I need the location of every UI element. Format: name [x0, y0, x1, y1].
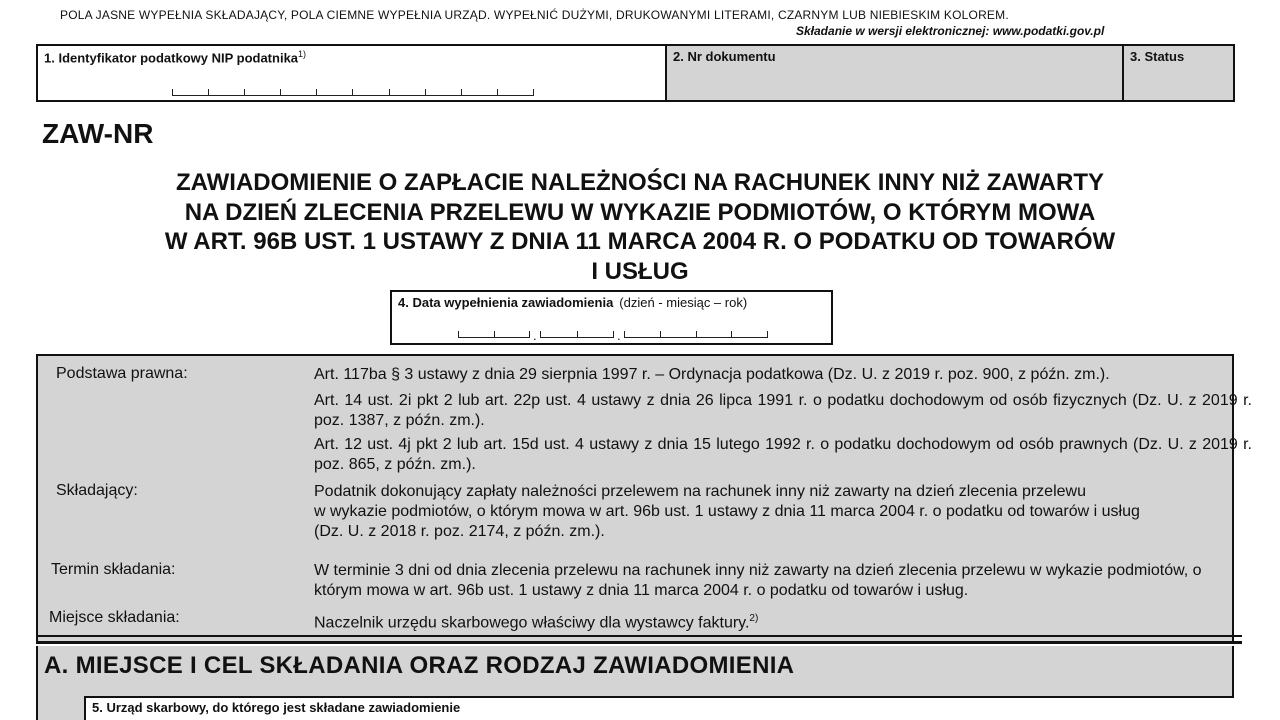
month-boxes[interactable] [540, 330, 614, 338]
nip-character-boxes[interactable] [172, 88, 534, 96]
day-boxes[interactable] [458, 330, 530, 338]
divider [36, 641, 1242, 644]
divider [36, 635, 1242, 637]
fill-date-field[interactable] [390, 290, 833, 345]
deadline-label: Termin składania: [51, 561, 176, 578]
status-field [1122, 44, 1235, 102]
document-number-label: 2. Nr dokumentu [673, 49, 776, 64]
legal-basis-3: Art. 12 ust. 4j pkt 2 lub art. 15d ust. 4 ustawy z dnia 15 lutego 1992 r. o podatku dochodowym od osób prawnych (Dz. U. z 2019 r. poz. 865, z późn. zm.). [314, 436, 1252, 473]
tax-office-label: 5. Urząd skarbowy, do którego jest składane zawiadomienie [92, 700, 461, 715]
legal-basis-1: Art. 117ba § 3 ustawy z dnia 29 sierpnia 1997 r. – Ordynacja podatkowa (Dz. U. z 2019 r. poz. 900, z późn. zm.). [314, 366, 1110, 383]
status-label: 3. Status [1130, 49, 1185, 64]
date-separator: . [617, 328, 621, 343]
deadline-text: W terminie 3 dni od dnia zlecenia przelewu na rachunek inny niż zawarty na dzień zlecenia przelewu w wykazie podmiotów, o którym mowa w art. 96b ust. 1 ustawy z dnia 11 marca 2004 r. o podatku od towarów i usług. [314, 562, 1202, 599]
filer-text: Podatnik dokonujący zapłaty należności przelewem na rachunek inny niż zawarty na dzień zlecenia przelewu w wykazie podmiotów, o którym mowa w art. 96b ust. 1 ustawy z dnia 11 marca 2004 r. o podatku od towarów i usług (Dz. U. z 2018 r. poz. 2174, z późn. zm.). [314, 483, 1140, 540]
place-footnote: 2) [749, 613, 759, 624]
nip-field[interactable] [36, 44, 667, 102]
place-label: Miejsce składania: [49, 609, 180, 626]
form-title-line: ZAWIADOMIENIE O ZAPŁACIE NALEŻNOŚCI NA RACHUNEK INNY NIŻ ZAWARTY [175, 169, 1104, 196]
form-title-line: I USŁUG [591, 257, 689, 285]
year-boxes[interactable] [624, 330, 768, 338]
legal-basis-2: Art. 14 ust. 2i pkt 2 lub art. 22p ust. 4 ustawy z dnia 26 lipca 1991 r. o podatku dochodowym od osób fizycznych (Dz. U. z 2019 r. poz. 1387, z późn. zm.). [314, 392, 1252, 429]
legal-basis-label: Podstawa prawna: [56, 365, 188, 382]
filer-label: Składający: [56, 482, 138, 499]
fill-date-hint: (dzień - miesiąc – rok) [619, 295, 748, 310]
form-instruction: POLA JASNE WYPEŁNIA SKŁADAJĄCY, POLA CIEMNE WYPEŁNIA URZĄD. WYPEŁNIĆ DUŻYMI, DRUKOWANYMI LITERAMI, CZARNYM LUB NIEBIESKIM KOLOREM. [60, 8, 1009, 22]
form-title [60, 168, 1220, 286]
nip-footnote: 1) [298, 49, 307, 59]
fill-date-label: 4. Data wypełnienia zawiadomienia (dzień - miesiąc – rok) [398, 295, 748, 310]
place-text: Naczelnik urzędu skarbowego właściwy dla wystawcy faktury.$^{2)}$ [314, 613, 759, 632]
electronic-filing-note: Składanie w wersji elektronicznej: www.podatki.gov.pl [796, 24, 1105, 38]
date-separator: . [533, 328, 537, 343]
document-number-field [665, 44, 1124, 102]
section-a [36, 646, 1234, 720]
legal-info-panel [36, 354, 1252, 644]
nip-field-label: 1. Identyfikator podatkowy NIP podatnika$^{1)}$ [44, 49, 307, 66]
section-a-title: A. MIEJSCE I CEL SKŁADANIA ORAZ RODZAJ ZAWIADOMIENIA [44, 652, 795, 679]
form-code: ZAW-NR [42, 118, 154, 149]
form-title-line: W ART. 96B UST. 1 USTAWY Z DNIA 11 MARCA 2004 R. O PODATKU OD TOWARÓW [164, 228, 1116, 255]
form-title-line: NA DZIEŃ ZLECENIA PRZELEWU W WYKAZIE PODMIOTÓW, O KTÓRYM MOWA [184, 198, 1096, 226]
tax-office-field[interactable] [84, 696, 1234, 720]
